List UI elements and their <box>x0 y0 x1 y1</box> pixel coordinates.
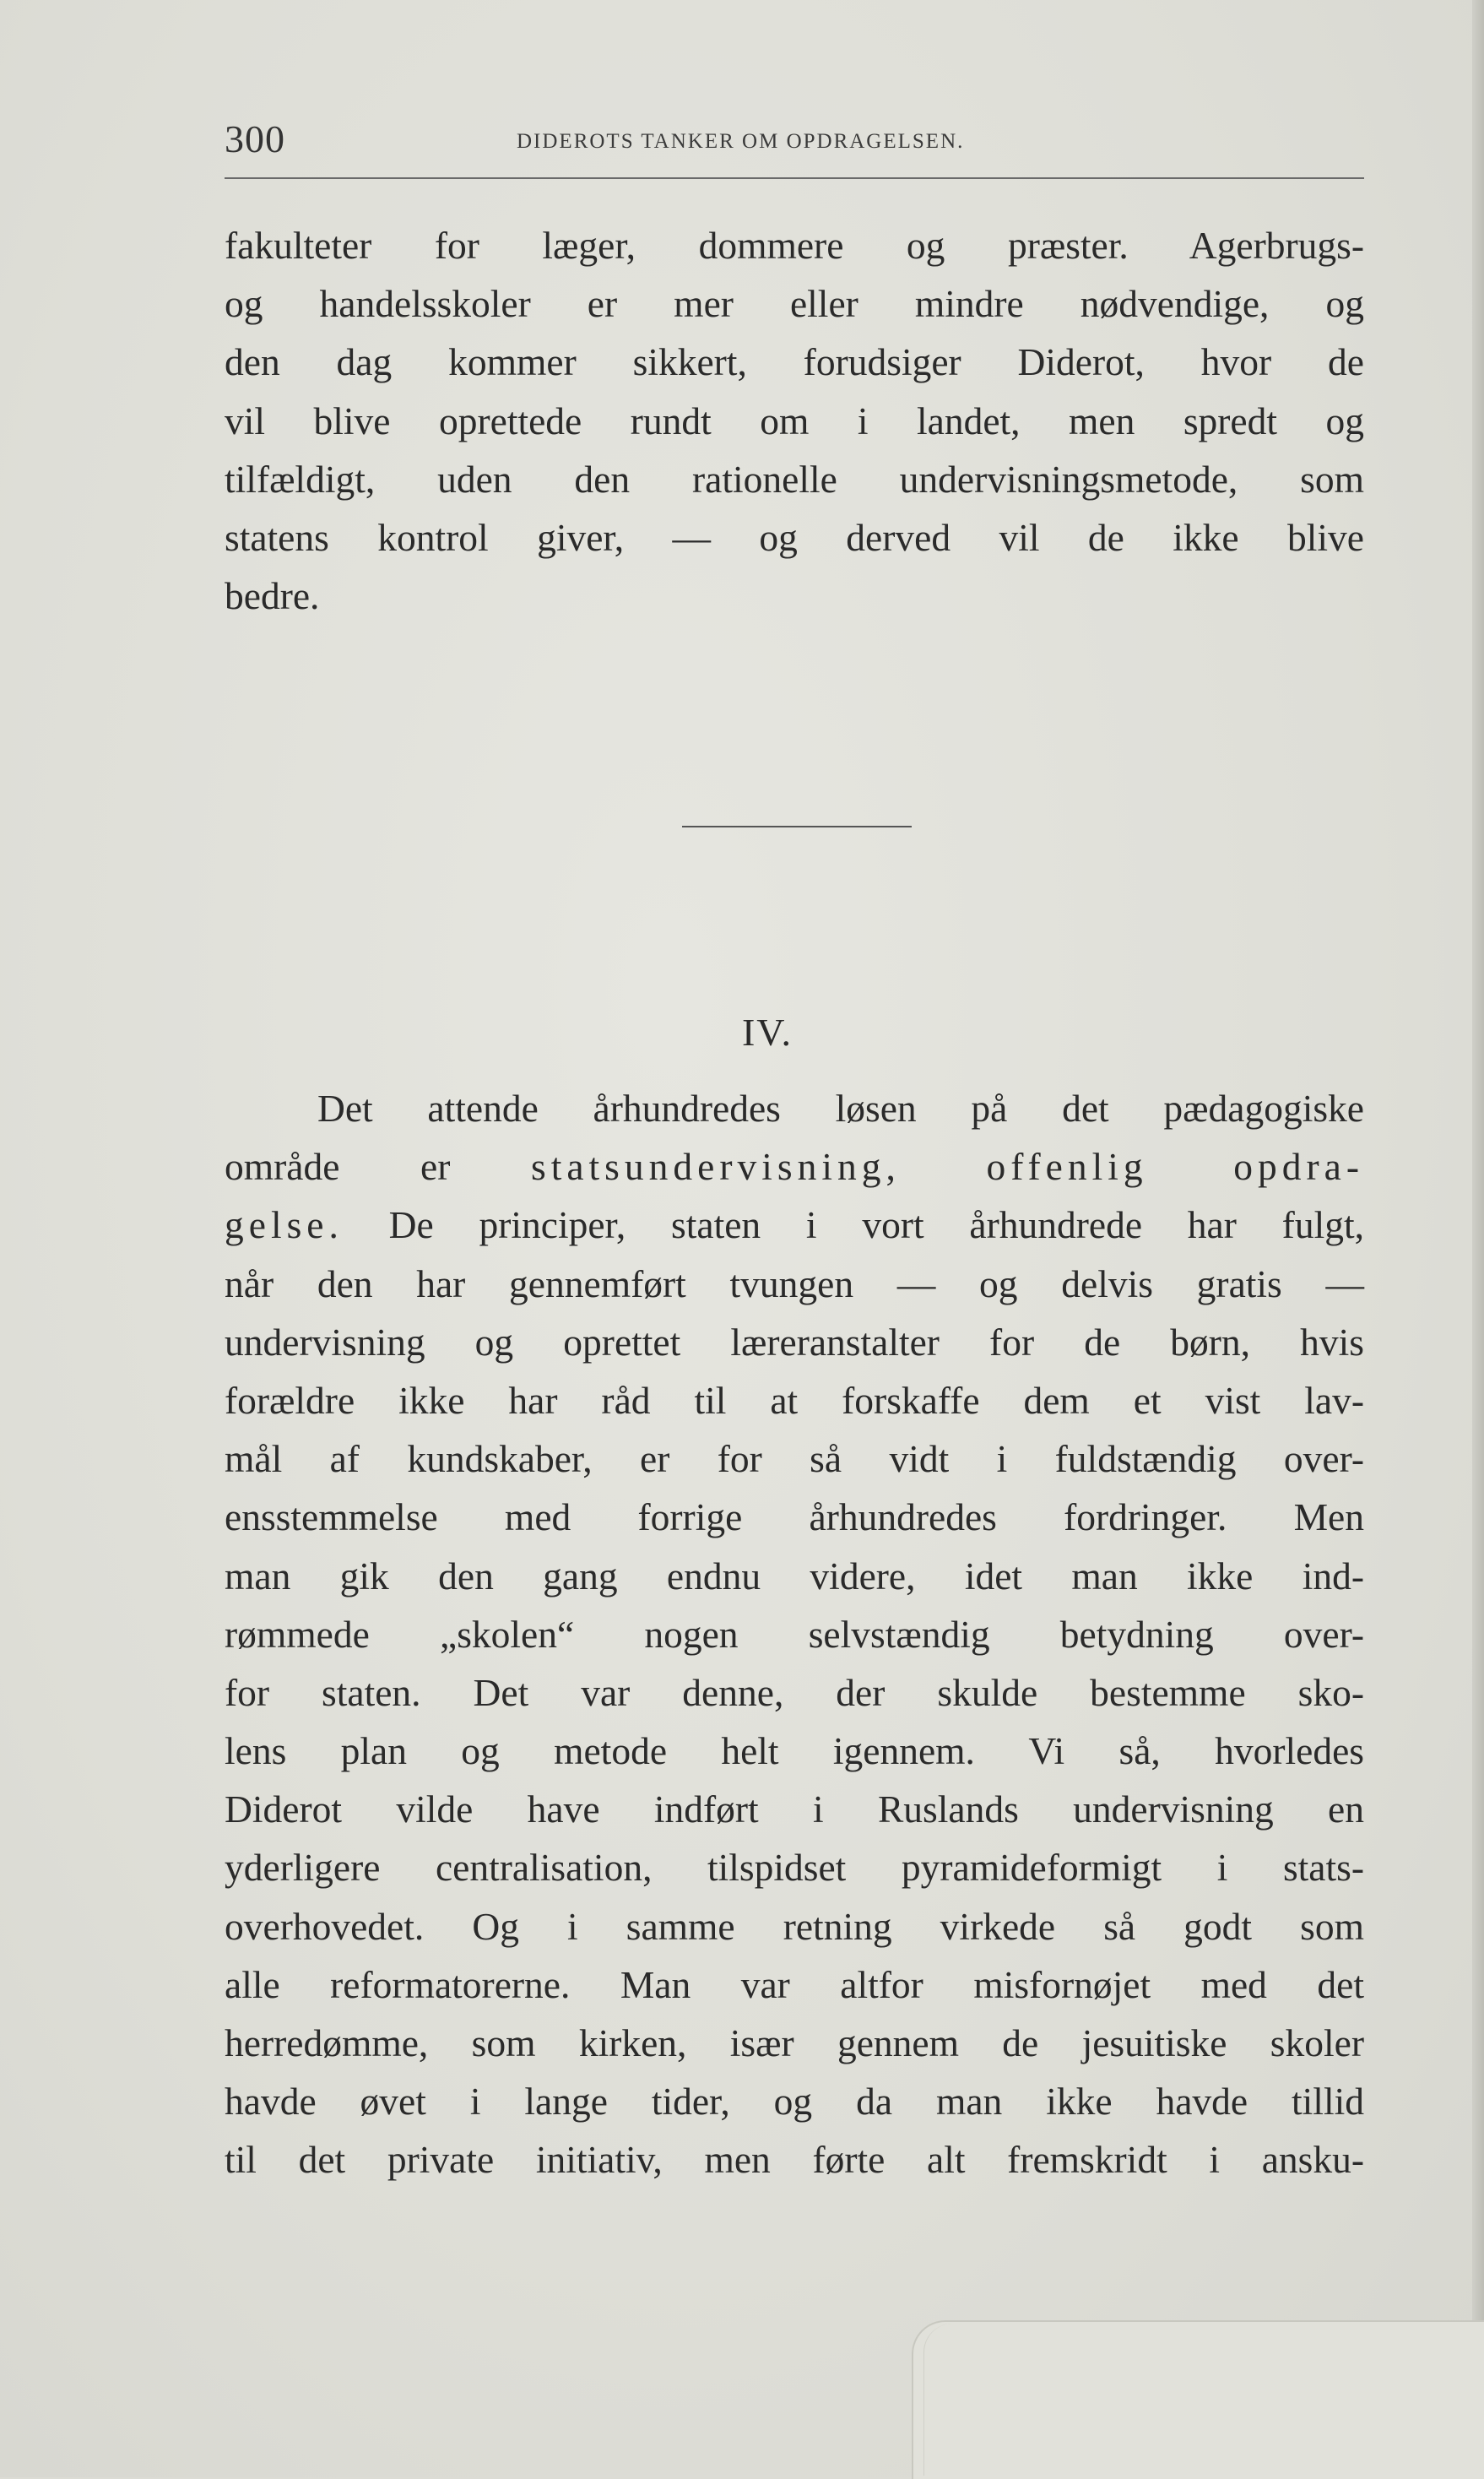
spaced-emphasis: gelse. <box>225 1203 344 1247</box>
page-number: 300 <box>225 117 285 160</box>
text-line: Det attende århundredes løsen på det pædagogiske <box>317 1087 1364 1130</box>
spaced-emphasis: statsundervisning, offenlig opdra- <box>530 1145 1364 1189</box>
page-edge <box>1472 0 1484 2477</box>
text-line: lens plan og metode helt igennem. Vi så, hvorledes <box>225 1729 1364 1773</box>
page-header <box>225 117 1364 184</box>
running-head: DIDEROTS TANKER OM OPDRAGELSEN. <box>517 130 965 153</box>
paragraph-continuation <box>225 216 1364 625</box>
text-line: havde øvet i lange tider, og da man ikke havde tillid <box>225 2080 1364 2124</box>
text-line: yderligere centralisation, tilspidset pyramideformigt i stats- <box>225 1846 1364 1890</box>
text-line: undervisning og oprettet læreranstalter for de børn, hvis <box>225 1320 1364 1364</box>
text-line: mål af kundskaber, er for så vidt i fuldstændig over- <box>225 1437 1364 1481</box>
text-line <box>225 1196 1364 1254</box>
text-line: alle reformatorerne. Man var altfor misfornøjet med det <box>225 1962 1364 2006</box>
section-separator <box>682 826 912 827</box>
section-heading: IV. <box>741 1011 793 1054</box>
paragraph-section-iv <box>225 1079 1364 2189</box>
library-label-inner <box>923 2324 1484 2476</box>
text-line: overhovedet. Og i samme retning virkede så godt som <box>225 1904 1364 1948</box>
text-line: vil blive oprettede rundt om i landet, men spredt og <box>225 399 1364 442</box>
text-line: og handelsskoler er mer eller mindre nødvendige, og <box>225 282 1364 326</box>
text-line: statens kontrol giver, — og derved vil de ikke blive <box>225 515 1364 559</box>
text-line: rømmede „skolen“ nogen selvstændig betydning over- <box>225 1612 1364 1656</box>
text-line: ensstemmelse med forrige århundredes fordringer. Men <box>225 1495 1364 1539</box>
header-rule <box>225 177 1364 179</box>
text-line <box>225 1137 1364 1196</box>
text-line: den dag kommer sikkert, forudsiger Diderot, hvor de <box>225 340 1364 384</box>
text-line: forældre ikke har råd til at forskaffe dem et vist lav- <box>225 1378 1364 1422</box>
text-line: Diderot vilde have indført i Ruslands undervisning en <box>225 1787 1364 1831</box>
text-line: tilfældigt, uden den rationelle undervisningsmetode, som <box>225 457 1364 501</box>
text-line: bedre. <box>225 574 320 618</box>
text-line: til det private initiativ, men førte alt fremskridt i ansku- <box>225 2138 1364 2182</box>
text-segment: område er <box>225 1145 531 1189</box>
text-line: man gik den gang endnu videre, idet man ikke ind- <box>225 1554 1364 1598</box>
text-line: når den har gennemført tvungen — og delvis gratis — <box>225 1261 1364 1305</box>
text-segment: De principer, staten i vort århundrede har fulgt, <box>343 1203 1364 1247</box>
text-line: for staten. Det var denne, der skulde bestemme sko- <box>225 1670 1364 1714</box>
text-line: fakulteter for læger, dommere og præster. Agerbrugs- <box>225 224 1364 267</box>
text-line: herredømme, som kirken, især gennem de jesuitiske skoler <box>225 2021 1364 2064</box>
